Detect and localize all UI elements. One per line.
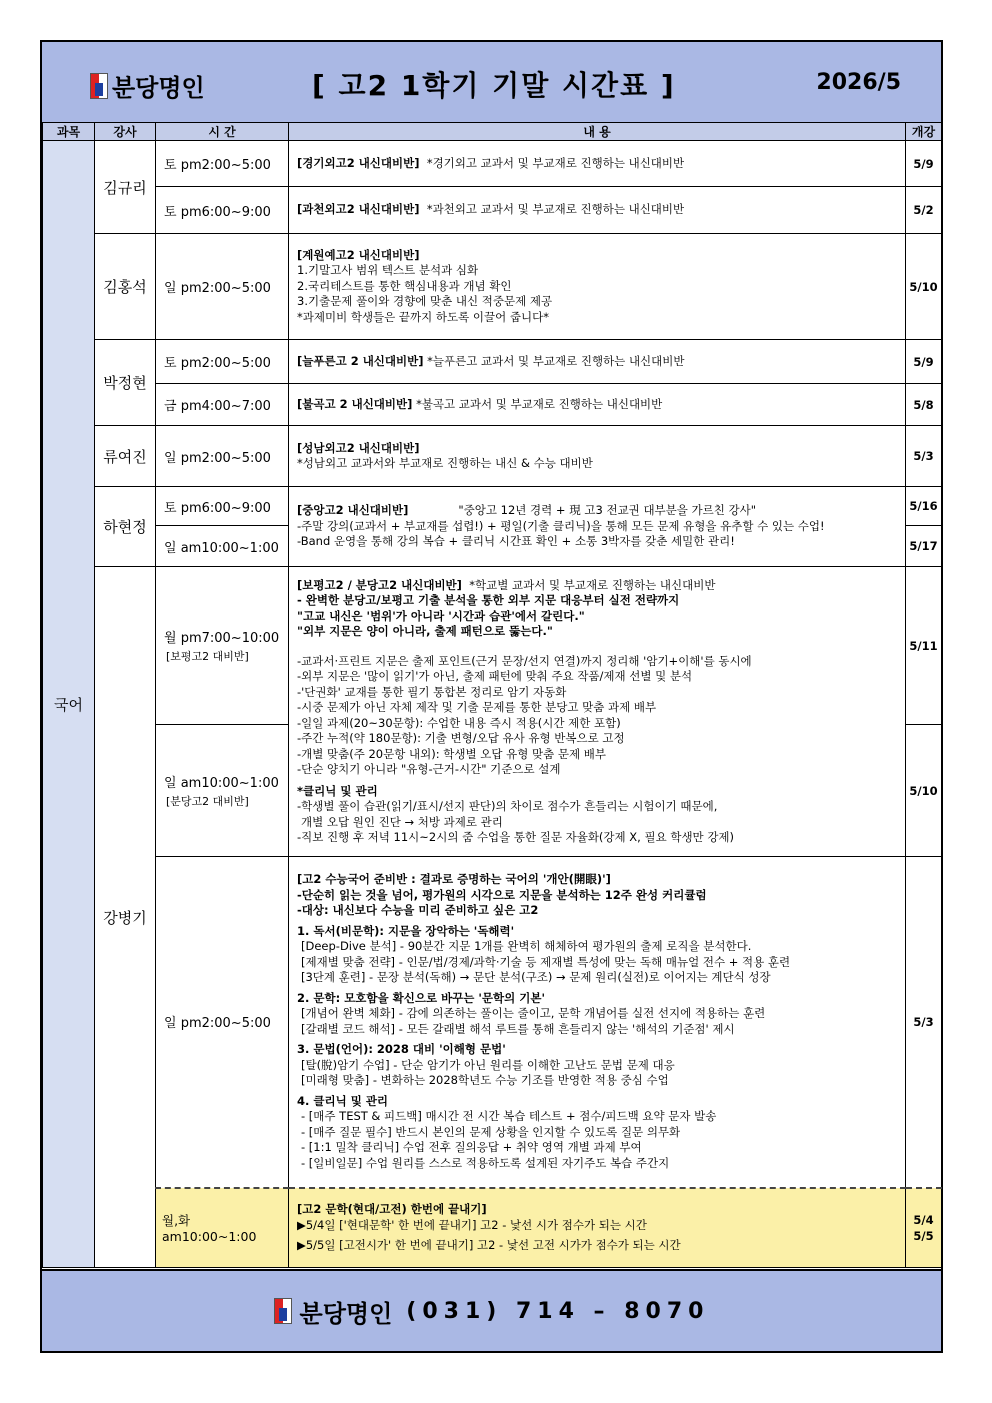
content-cell xyxy=(289,487,906,567)
table-row xyxy=(43,426,942,487)
col-time: 시 간 xyxy=(156,123,289,141)
content-line: - [일비일문] 수업 원리를 스스로 적용하도록 설계된 자기주도 복습 주간지 xyxy=(301,1155,670,1170)
content-cell xyxy=(289,857,906,1188)
content-line: 3.기출문제 풀이와 경향에 맞춘 내신 적중문제 제공 xyxy=(297,294,553,309)
start-cell: 5/10 xyxy=(906,725,942,857)
class-title: [늘푸른고 2 내신대비반] xyxy=(297,353,424,368)
start-cell: 5/10 xyxy=(906,234,942,340)
content-heading: 4. 클리닉 및 관리 xyxy=(297,1093,389,1108)
class-title: [보평고2 / 분당고2 내신대비반] xyxy=(297,577,462,592)
time-cell: 토 pm6:00~9:00 xyxy=(156,487,289,526)
class-title: [성남외고2 내신대비반] xyxy=(297,440,420,455)
content-line: 개별 오답 원인 진단 → 처방 과제로 관리 xyxy=(301,814,503,829)
table-header-row xyxy=(43,123,942,141)
col-subject: 과목 xyxy=(43,123,95,141)
subject-cell: 국어 xyxy=(43,141,95,1268)
teacher-cell: 강병기 xyxy=(95,567,156,1268)
class-desc: *경기외고 교과서 및 부교재로 진행하는 내신대비반 xyxy=(426,155,685,170)
content-line: -교과서·프린트 지문은 출제 포인트(근거 문장/선지 연결)까지 정리해 '암기+이해'를 동시에 xyxy=(297,653,752,668)
content-line: -단순 양치기 아니라 "유형-근거-시간" 기준으로 설계 xyxy=(297,762,561,776)
content-line: [탈(脫)암기 수업] - 단순 암기가 아닌 원리를 이해한 고난도 문법 문제 대응 xyxy=(301,1057,675,1072)
teacher-cell: 김홍석 xyxy=(95,234,156,340)
content-line: - [매주 TEST & 피드백] 매시간 전 시간 복습 테스트 + 점수/피드백 요약 문자 발송 xyxy=(301,1109,717,1124)
content-cell xyxy=(289,187,906,234)
class-desc: *불곡고 교과서 및 부교재로 진행하는 내신대비반 xyxy=(416,396,663,411)
start-cell: 5/11 xyxy=(906,567,942,725)
content-line: - [매주 질문 필수] 반드시 본인의 문제 상황을 인지할 수 있도록 질문 의무화 xyxy=(301,1124,681,1139)
content-line: -시중 문제가 아닌 자체 제작 및 기출 문제를 통한 분당고 맞춤 과제 배부 xyxy=(297,700,657,714)
time-cell: 토 pm2:00~5:00 xyxy=(156,141,289,187)
table-row xyxy=(43,567,942,725)
content-line: [제재별 맞춤 전략] - 인문/법/경제/과학·기술 등 제재별 특성에 맞는 독해 매뉴얼 전수 + 적용 훈련 xyxy=(301,954,791,969)
time-cell xyxy=(156,725,289,857)
class-title: [계원예고2 내신대비반] xyxy=(297,247,420,262)
content-line: - 완벽한 분당고/보평고 기출 분석을 통한 외부 지문 대응부터 실전 전략까지 xyxy=(297,593,680,607)
teacher-cell: 김규리 xyxy=(95,141,156,234)
content-line: *클리닉 및 관리 xyxy=(297,783,378,798)
teacher-cell: 류여진 xyxy=(95,426,156,487)
content-line: -직보 진행 후 저녁 11시~2시의 줌 수업을 통한 질문 자율화(강제 X, 필요 학생만 강제) xyxy=(297,830,735,844)
table-row xyxy=(43,340,942,384)
content-line: -Band 운영을 통해 강의 복습 + 클리닉 시간표 확인 + 소통 3박자를 갖춘 세밀한 관리! xyxy=(297,534,735,549)
time-cell: 일 pm2:00~5:00 xyxy=(156,234,289,340)
time-sub: [보평고2 대비반] xyxy=(166,650,249,663)
class-title: [과천외고2 내신대비반] xyxy=(297,202,420,217)
time-cell: 일 pm2:00~5:00 xyxy=(156,426,289,487)
start-cell: 5/16 xyxy=(906,487,942,526)
time-cell: 일 pm2:00~5:00 xyxy=(156,857,289,1188)
header-date: 2026/5 xyxy=(816,70,901,95)
content-line: -일일 과제(20~30문항): 수업한 내용 즉시 적용(시간 제한 포함) xyxy=(297,715,621,730)
content-line: [3단계 훈련] - 문장 분석(독해) → 문단 분석(구조) → 문제 원리(실전)로 이어지는 계단식 성장 xyxy=(301,970,771,985)
col-teacher: 강사 xyxy=(95,123,156,141)
content-line: -외부 지문은 '많이 읽기'가 아닌, 출제 패턴에 맞춰 주요 작품/제재 선별 및 분석 xyxy=(297,669,693,683)
content-line: -주말 강의(교과서 + 부교재를 섭렵!) + 평일(기출 클리닉)을 통해 모든 문제 유형을 유추할 수 있는 수업! xyxy=(297,518,825,533)
content-cell xyxy=(289,340,906,384)
start-cell: 5/2 xyxy=(906,187,942,234)
content-line: ▶5/5일 [고전시가' 한 번에 끝내기] 고2 - 낯선 고전 시가가 점수가 되는 시간 xyxy=(297,1238,681,1252)
content-line: [Deep-Dive 분석] - 90분간 지문 1개를 완벽히 해체하여 평가원의 출제 로직을 분석한다. xyxy=(301,939,752,954)
table-row xyxy=(43,141,942,187)
time-cell: 토 pm2:00~5:00 xyxy=(156,340,289,384)
time-cell xyxy=(156,567,289,725)
schedule-frame xyxy=(40,40,943,1353)
footer-banner xyxy=(42,1269,941,1351)
schedule-table xyxy=(42,122,942,1268)
content-line: -단순히 읽는 것을 넘어, 평가원의 시각으로 지문을 분석하는 12주 완성 커리큘럼 xyxy=(297,887,707,902)
class-desc: *학교별 교과서 및 부교재로 진행하는 내신대비반 xyxy=(469,577,716,592)
table-row xyxy=(43,1188,942,1268)
content-line: [갈래별 코드 해석] - 모든 갈래별 해석 루트를 통해 흔들리지 않는 '해석의 기준점' 제시 xyxy=(301,1021,735,1036)
content-line: "고교 내신은 '범위'가 아니라 '시간과 습관'에서 갈린다." xyxy=(297,608,585,623)
footer-brand: 분당명인 xyxy=(299,1299,393,1328)
content-heading: 1. 독서(비문학): 지문을 장악하는 '독해력' xyxy=(297,923,515,938)
logo-icon xyxy=(274,1298,292,1324)
table-row xyxy=(43,857,942,1188)
content-line: 2.국리테스트를 통한 핵심내용과 개념 확인 xyxy=(297,278,512,293)
content-line: -대상: 내신보다 수능을 미리 준비하고 싶은 고2 xyxy=(297,903,539,918)
time-label: 월 pm7:00~10:00 xyxy=(164,631,280,646)
content-line: [미래형 맞춤] - 변화하는 2028학년도 수능 기조를 반영한 적용 중심 수업 xyxy=(301,1073,669,1088)
content-cell xyxy=(289,141,906,187)
header-banner xyxy=(42,42,941,124)
start-cell: 5/4 5/5 xyxy=(906,1188,942,1268)
start-cell: 5/9 xyxy=(906,141,942,187)
col-start: 개강 xyxy=(906,123,942,141)
content-heading: 3. 문법(언어): 2028 대비 '이해형 문법' xyxy=(297,1042,506,1057)
content-line: -학생별 풀이 습관(읽기/표시/선지 판단)의 차이로 점수가 흔들리는 시험이기 때문에, xyxy=(297,799,718,813)
class-title: [경기외고2 내신대비반] xyxy=(297,155,420,170)
table-row xyxy=(43,234,942,340)
table-row xyxy=(43,487,942,526)
header-brand: 분당명인 xyxy=(112,74,205,102)
content-cell xyxy=(289,384,906,426)
content-line: *과제미비 학생들은 끝까지 하도록 이끌어 줍니다* xyxy=(297,309,549,324)
start-cell: 5/8 xyxy=(906,384,942,426)
content-cell xyxy=(289,567,906,857)
class-quote: "중앙고 12년 경력 + 現 고3 전교권 대부분을 가르친 강사" xyxy=(458,503,757,518)
table-row xyxy=(43,187,942,234)
logo-icon xyxy=(90,73,108,99)
time-cell: 월,화 am10:00~1:00 xyxy=(156,1188,289,1268)
start-cell: 5/9 xyxy=(906,340,942,384)
content-line: -'단권화' 교재를 통한 필기 통합본 정리로 암기 자동화 xyxy=(297,684,567,699)
class-desc: *성남외고 교과서와 부교재로 진행하는 내신 & 수능 대비반 xyxy=(297,456,593,470)
time-cell: 일 am10:00~1:00 xyxy=(156,526,289,567)
class-title: [고2 수능국어 준비반 : 결과로 증명하는 국어의 '개안(開眼)'] xyxy=(297,872,611,887)
content-line: [개념어 완벽 체화] - 감에 의존하는 풀이는 줄이고, 문학 개념어를 실전 선지에 적용하는 훈련 xyxy=(301,1006,766,1021)
content-line: "외부 지문은 양이 아니라, 출제 패턴으로 뚫는다." xyxy=(297,624,553,638)
content-line: 1.기말고사 범위 텍스트 분석과 심화 xyxy=(297,263,479,278)
time-label: 일 am10:00~1:00 xyxy=(164,776,279,791)
content-cell xyxy=(289,426,906,487)
class-desc: *과천외고 교과서 및 부교재로 진행하는 내신대비반 xyxy=(426,202,685,217)
content-cell xyxy=(289,234,906,340)
content-line: -개별 맞춤(주 20문항 내외): 학생별 오답 유형 맞춤 문제 배부 xyxy=(297,746,606,761)
time-cell: 금 pm4:00~7:00 xyxy=(156,384,289,426)
start-cell: 5/3 xyxy=(906,857,942,1188)
start-cell: 5/3 xyxy=(906,426,942,487)
teacher-cell: 하현정 xyxy=(95,487,156,567)
col-content: 내 용 xyxy=(289,123,906,141)
content-heading: 2. 문학: 모호함을 확신으로 바꾸는 '문학의 기본' xyxy=(297,990,545,1005)
class-title: [불곡고 2 내신대비반] xyxy=(297,396,413,411)
table-row xyxy=(43,384,942,426)
content-cell xyxy=(289,1188,906,1268)
content-line: -주간 누적(약 180문항): 기출 변형/오답 유사 유형 반복으로 고정 xyxy=(297,731,625,745)
teacher-cell: 박정현 xyxy=(95,340,156,426)
content-line: ▶5/4일 ['현대문학' 한 번에 끝내기] 고2 - 낯선 시가 점수가 되는 시간 xyxy=(297,1217,647,1232)
header-logo xyxy=(90,68,205,103)
time-sub: [분당고2 대비반] xyxy=(166,795,249,808)
class-title: [중앙고2 내신대비반] xyxy=(297,503,409,518)
class-desc: *늘푸른고 교과서 및 부교재로 진행하는 내신대비반 xyxy=(427,353,685,368)
page-title: [ 고2 1학기 기말 시간표 ] xyxy=(312,69,676,102)
content-line: - [1:1 밀착 클리닉] 수업 전후 질의응답 + 취약 영역 개별 과제 부여 xyxy=(301,1140,642,1155)
class-title: [고2 문학(현대/고전) 한번에 끝내기] xyxy=(297,1202,487,1216)
time-cell: 토 pm6:00~9:00 xyxy=(156,187,289,234)
start-cell: 5/17 xyxy=(906,526,942,567)
footer-phone: (031) 714 – 8070 xyxy=(406,1298,710,1324)
